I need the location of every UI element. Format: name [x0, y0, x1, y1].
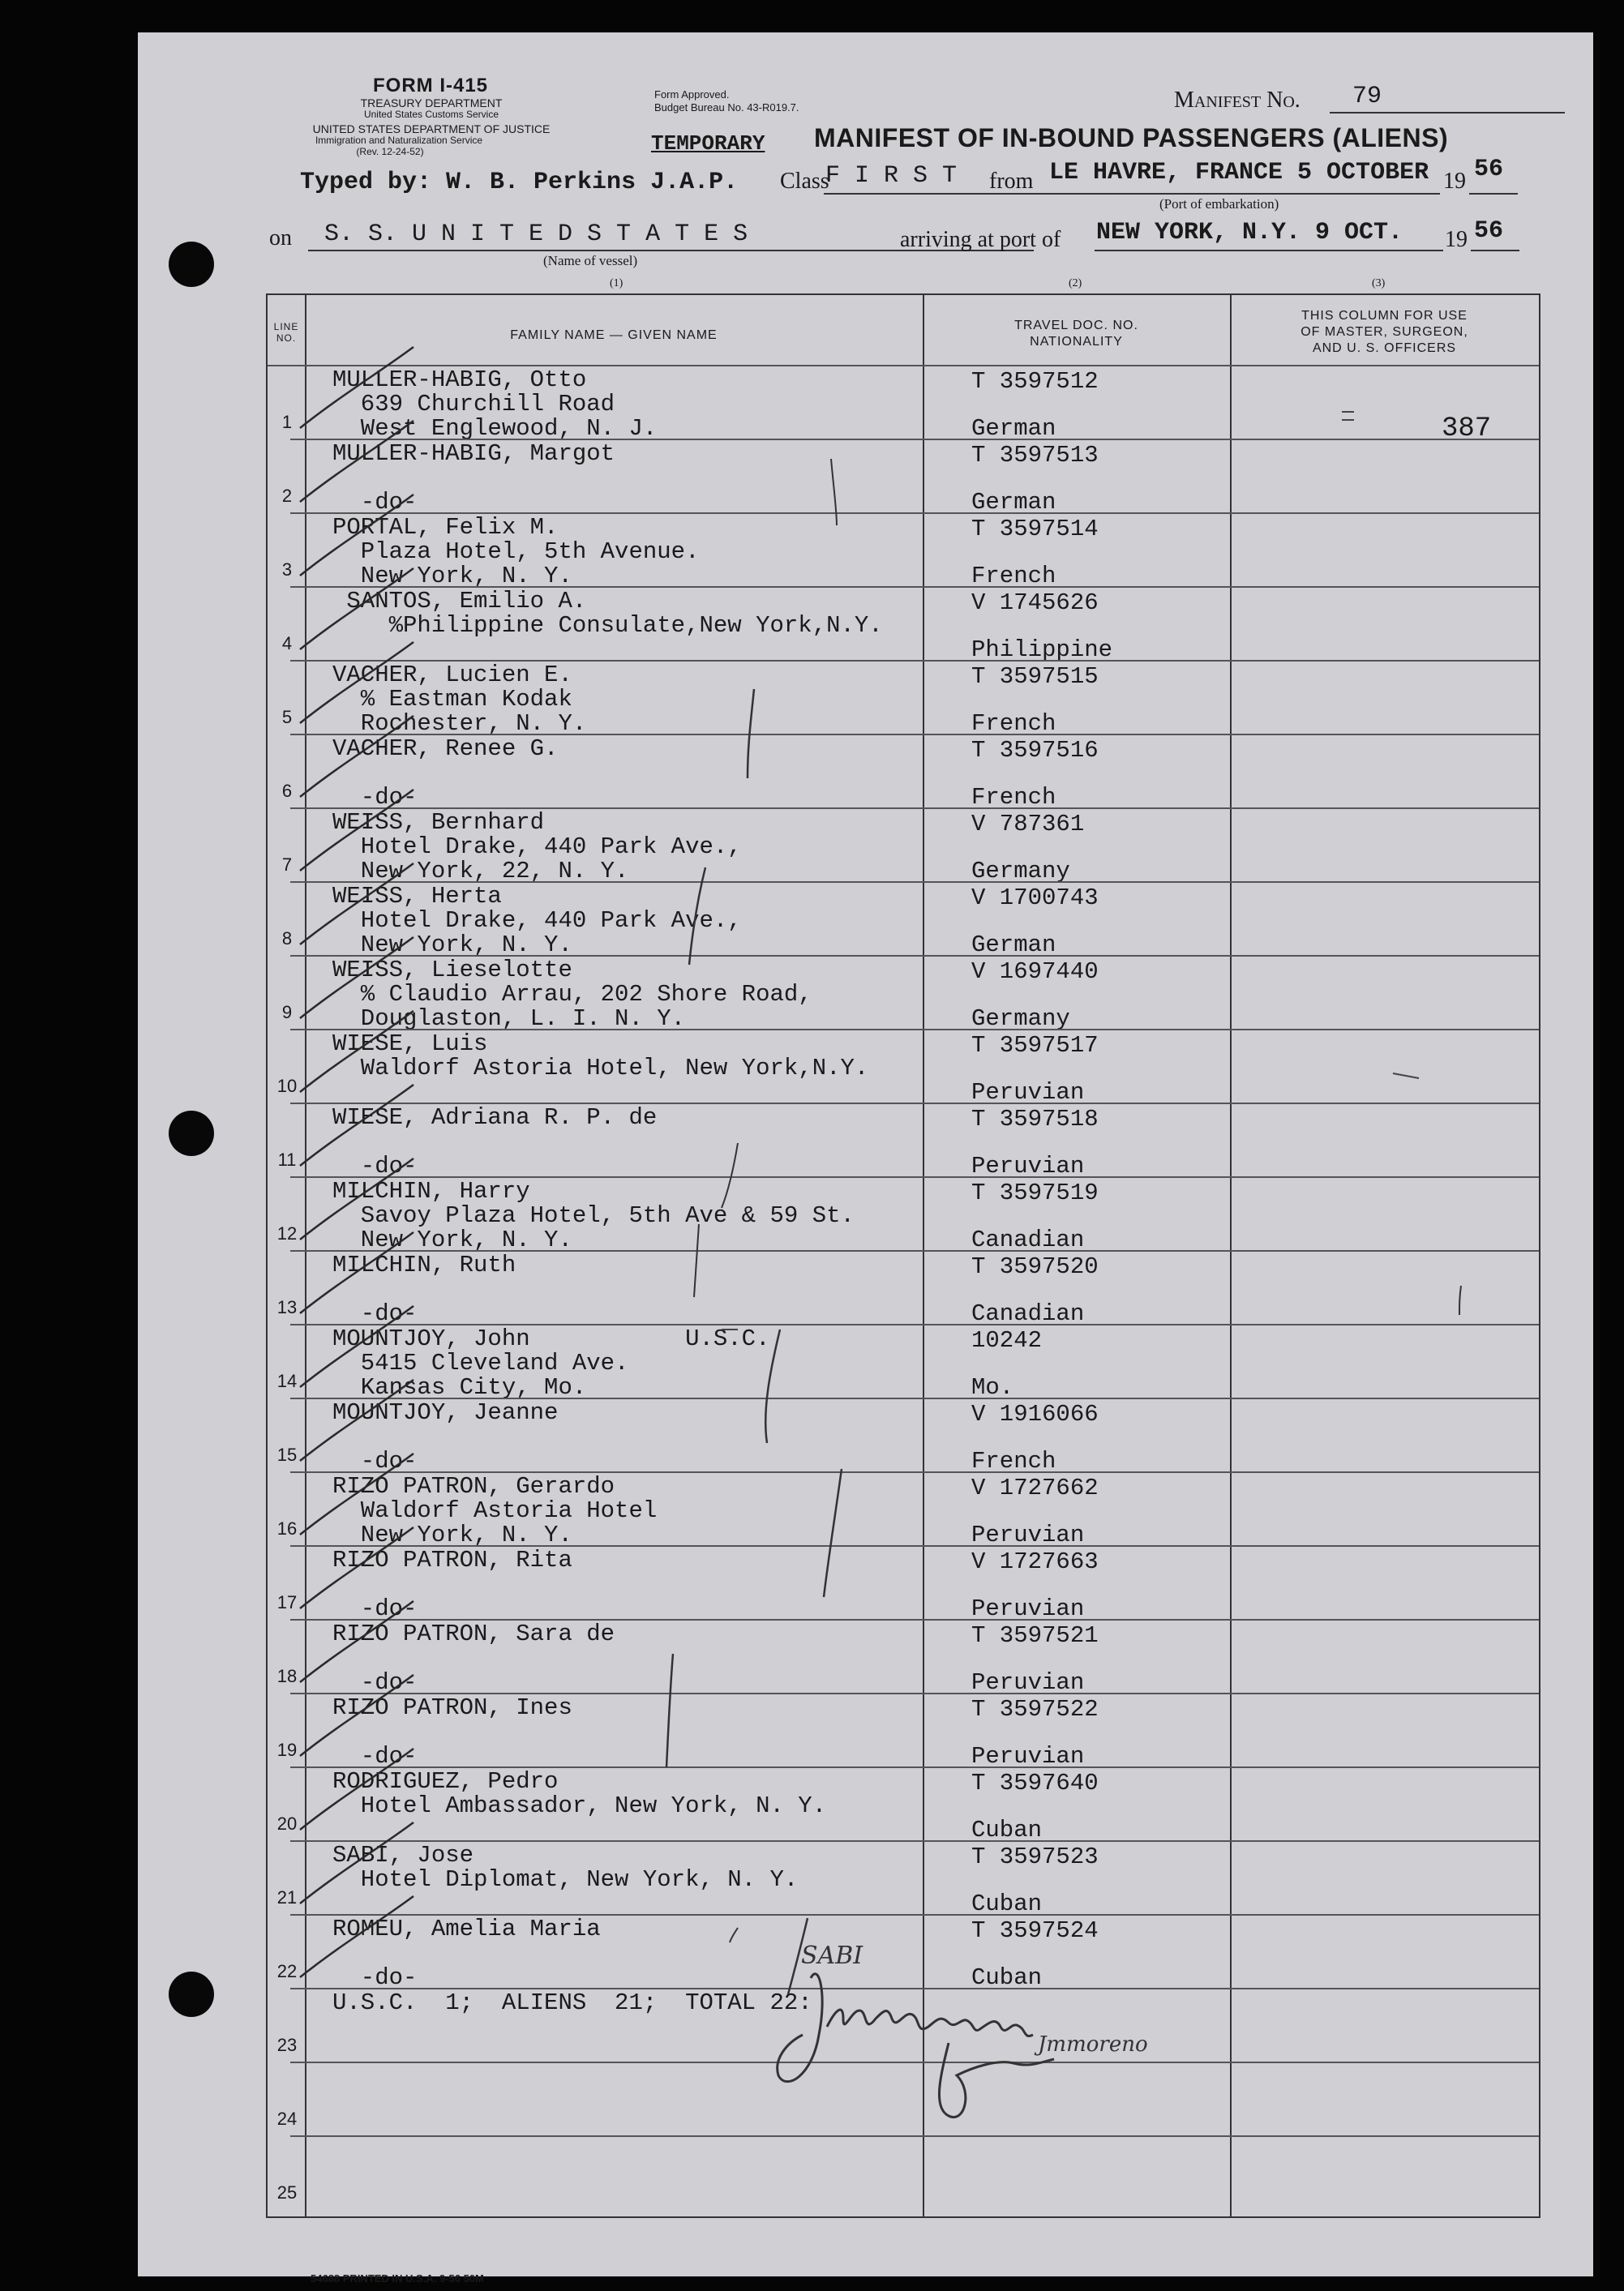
passenger-address: West Englewood, N. J. [332, 415, 658, 442]
check-tick [300, 1822, 413, 1903]
typed-by: Typed by: W. B. Perkins J.A.P. [300, 169, 739, 196]
pencil-stroke [831, 459, 837, 525]
passenger-address: 5415 Cleveland Ave. [332, 1350, 629, 1377]
nationality: Peruvian [971, 1595, 1085, 1622]
check-tick [300, 1380, 413, 1461]
form-title: MANIFEST OF IN-BOUND PASSENGERS (ALIENS) [814, 123, 1449, 152]
form-number: FORM I-415 [373, 75, 489, 96]
travel-doc-number: T 3597524 [971, 1917, 1099, 1944]
line-number: 10 [276, 1076, 298, 1096]
passenger-name: PORTAL, Felix M. [332, 514, 559, 541]
line-number: 11 [277, 1150, 297, 1170]
arrival-year: 56 [1474, 217, 1504, 245]
temporary-stamp: TEMPORARY [651, 131, 765, 156]
line-number: 3 [281, 559, 293, 580]
pencil-stroke [765, 1330, 780, 1443]
passenger-name: RIZO PATRON, Rita [332, 1547, 572, 1574]
passenger-address: 639 Churchill Road [332, 391, 615, 418]
check-tick [300, 347, 413, 428]
dept-justice: UNITED STATES DEPARTMENT OF JUSTICE [312, 122, 551, 135]
port-caption: (Port of embarkation) [1159, 196, 1279, 212]
check-tick [300, 790, 413, 871]
check-tick [300, 495, 413, 576]
nationality: Cuban [971, 1891, 1043, 1917]
check-tick [300, 568, 413, 649]
check-tick [300, 1675, 413, 1756]
line-number: 25 [276, 2182, 298, 2203]
pencil-stroke [689, 867, 705, 965]
check-tick [300, 863, 413, 944]
signature-stroke [939, 2043, 1054, 2118]
dept-customs: United States Customs Service [363, 109, 499, 120]
from-label: from [989, 169, 1034, 194]
travel-doc-number: T 3597522 [971, 1696, 1099, 1723]
dept-ins: Immigration and Naturalization Service [315, 135, 483, 146]
passenger-name: VACHER, Renee G. [332, 735, 559, 762]
passenger-address: New York, N. Y. [332, 1522, 572, 1548]
passenger-address: New York, N. Y. [332, 1227, 572, 1253]
passenger-address: -do- [332, 1153, 418, 1180]
line-number: 8 [281, 928, 293, 949]
passenger-address: -do- [332, 784, 418, 811]
print-footer: 54688 PRINTED IN U.S.A. 9-56 50M [311, 2272, 484, 2285]
check-tick [300, 1158, 413, 1240]
travel-doc-number: T 3597514 [971, 516, 1099, 542]
passenger-address: Savoy Plaza Hotel, 5th Ave & 59 St. [332, 1202, 855, 1229]
passenger-name: MOUNTJOY, Jeanne [332, 1399, 559, 1426]
vessel-name: S. S. U N I T E D S T A T E S [324, 221, 748, 248]
travel-doc-number: V 1916066 [971, 1401, 1099, 1428]
travel-doc-number: T 3597513 [971, 442, 1099, 469]
pencil-stroke [824, 1469, 842, 1597]
line-number: 7 [281, 854, 293, 875]
nationality: Canadian [971, 1300, 1085, 1327]
col-num-1: (1) [610, 277, 623, 289]
class-label: Class [780, 169, 829, 194]
passenger-address: New York, N. Y. [332, 563, 572, 589]
passenger-address: -do- [332, 1448, 418, 1475]
passenger-name: U.S.C. 1; ALIENS 21; TOTAL 22: [332, 1989, 812, 2016]
stamp-number: 387 [1442, 413, 1492, 444]
punch-hole [169, 1972, 214, 2017]
passenger-name: WIESE, Luis [332, 1030, 488, 1057]
passenger-address: Kansas City, Mo. [332, 1374, 587, 1401]
passenger-name: MILCHIN, Ruth [332, 1252, 516, 1278]
pencil-stroke [748, 689, 754, 778]
passenger-name: MILCHIN, Harry [332, 1178, 530, 1205]
year-prefix-1: 19 [1443, 169, 1466, 194]
nationality: Peruvian [971, 1522, 1085, 1548]
col-num-2: (2) [1069, 277, 1082, 289]
handwritten-ticks [138, 32, 1593, 2276]
passenger-name: MOUNTJOY, John U.S.C. [332, 1325, 770, 1352]
travel-doc-number: T 3597520 [971, 1253, 1099, 1280]
check-tick [300, 1454, 413, 1535]
line-number: 22 [276, 1961, 298, 1981]
check-tick [300, 716, 413, 797]
line-number: 21 [276, 1887, 298, 1908]
passenger-name: WEISS, Bernhard [332, 809, 545, 836]
check-tick [300, 1527, 413, 1608]
passenger-address: -do- [332, 1300, 418, 1327]
manifest-number: 79 [1352, 83, 1382, 110]
passenger-name: WIESE, Adriana R. P. de [332, 1104, 658, 1131]
nationality: Canadian [971, 1227, 1085, 1253]
dept-treasury: TREASURY DEPARTMENT [360, 96, 503, 109]
arriving-label: arriving at port of [900, 227, 1061, 252]
passenger-address: -do- [332, 1669, 418, 1696]
line-number: 2 [281, 486, 293, 506]
passenger-address: Waldorf Astoria Hotel [332, 1497, 658, 1524]
pencil-stroke [730, 1928, 738, 1942]
passenger-name: ROMEU, Amelia Maria [332, 1916, 601, 1942]
passenger-address: Hotel Drake, 440 Park Ave., [332, 833, 742, 860]
passenger-name: RIZO PATRON, Ines [332, 1694, 572, 1721]
nationality: French [971, 563, 1056, 589]
passenger-address: -do- [332, 1964, 418, 1991]
check-tick [300, 1085, 413, 1166]
check-tick [300, 1232, 413, 1313]
manifest-label: Manifest No. [1174, 88, 1300, 113]
line-number: 4 [281, 633, 293, 653]
nationality: Peruvian [971, 1743, 1085, 1770]
line-number: 13 [276, 1297, 298, 1317]
passenger-address: New York, N. Y. [332, 931, 572, 958]
nationality: German [971, 489, 1056, 516]
travel-doc-number: V 1727662 [971, 1475, 1099, 1501]
nationality: Peruvian [971, 1079, 1085, 1106]
travel-doc-number: T 3597519 [971, 1180, 1099, 1206]
embark-year: 56 [1474, 156, 1504, 183]
nationality: French [971, 710, 1056, 737]
year-prefix-2: 19 [1445, 227, 1468, 252]
line-number: 23 [276, 2035, 298, 2055]
manifest-page [138, 32, 1593, 2285]
passenger-address: -do- [332, 1595, 418, 1622]
passenger-address: Plaza Hotel, 5th Avenue. [332, 538, 700, 565]
line-number: 1 [281, 412, 293, 432]
passenger-name: RIZO PATRON, Gerardo [332, 1473, 615, 1500]
check-tick [300, 421, 413, 502]
pencil-stroke [1393, 1073, 1419, 1078]
passenger-address: % Claudio Arrau, 202 Shore Road, [332, 981, 812, 1008]
nationality: Germany [971, 858, 1070, 884]
header-line-no: LINE NO. [273, 321, 299, 344]
form-approved: Form Approved. [654, 88, 730, 101]
header-doc: TRAVEL DOC. NO. [1014, 319, 1138, 332]
check-tick [300, 1896, 413, 1977]
embarkation-port: LE HAVRE, FRANCE 5 OCTOBER [1049, 159, 1429, 186]
pencil-stroke [694, 1224, 699, 1297]
check-tick [300, 1306, 413, 1387]
travel-doc-number: T 3597523 [971, 1844, 1099, 1870]
on-label: on [269, 225, 292, 251]
travel-doc-number: V 1745626 [971, 589, 1099, 616]
line-number: 18 [276, 1666, 298, 1686]
line-number: 6 [281, 781, 293, 801]
check-tick [300, 642, 413, 723]
passenger-name: SANTOS, Emilio A. [332, 588, 587, 615]
signature-name: Jmmoreno [1038, 2032, 1148, 2057]
line-number: 9 [281, 1002, 293, 1022]
nationality: Cuban [971, 1817, 1043, 1844]
passenger-name: RODRIGUEZ, Pedro [332, 1768, 559, 1795]
passenger-address: %Philippine Consulate,New York,N.Y. [332, 612, 883, 639]
signature-stroke [778, 1974, 1033, 2082]
pencil-stroke [666, 1654, 673, 1767]
nationality: Cuban [971, 1964, 1043, 1991]
nationality: Peruvian [971, 1669, 1085, 1696]
travel-doc-number: T 3597521 [971, 1622, 1099, 1649]
passenger-name: WEISS, Lieselotte [332, 957, 572, 983]
form-revision: (Rev. 12-24-52) [356, 146, 424, 157]
budget-bureau: Budget Bureau No. 43-R019.7. [654, 101, 799, 113]
travel-doc-number: V 1700743 [971, 884, 1099, 911]
line-number: 14 [276, 1371, 298, 1391]
vessel-caption: (Name of vessel) [543, 253, 638, 268]
nationality: Mo. [971, 1374, 1014, 1401]
travel-doc-number: V 1697440 [971, 958, 1099, 985]
passenger-name: WEISS, Herta [332, 883, 502, 910]
nationality: German [971, 931, 1056, 958]
passenger-address: -do- [332, 1743, 418, 1770]
travel-doc-number: V 1727663 [971, 1548, 1099, 1575]
passenger-address: Waldorf Astoria Hotel, New York,N.Y. [332, 1055, 869, 1081]
check-tick [300, 1601, 413, 1682]
travel-doc-number: V 787361 [971, 811, 1085, 837]
line-number: 20 [276, 1814, 298, 1834]
passenger-address: New York, 22, N. Y. [332, 858, 629, 884]
line-number: 19 [276, 1740, 298, 1760]
travel-doc-number: T 3597518 [971, 1106, 1099, 1133]
nationality: Germany [971, 1005, 1070, 1032]
nationality: Peruvian [971, 1153, 1085, 1180]
arrival-port: NEW YORK, N.Y. 9 OCT. [1096, 219, 1403, 246]
col-num-3: (3) [1372, 277, 1386, 289]
header-name: FAMILY NAME — GIVEN NAME [510, 328, 718, 342]
passenger-name: MULLER-HABIG, Otto [332, 366, 587, 393]
passenger-name: MULLER-HABIG, Margot [332, 440, 615, 467]
punch-hole [169, 242, 214, 287]
travel-doc-number: T 3597640 [971, 1770, 1099, 1796]
pencil-stroke [722, 1143, 738, 1208]
line-number: 17 [276, 1592, 298, 1612]
nationality: Philippine [971, 636, 1113, 663]
pencil-stroke [1459, 1286, 1461, 1315]
passenger-address: Hotel Diplomat, New York, N. Y. [332, 1866, 799, 1893]
class-value: F I R S T [825, 162, 958, 190]
check-tick [300, 1011, 413, 1092]
line-number: 12 [276, 1223, 298, 1244]
header-use-3: AND U. S. OFFICERS [1312, 341, 1457, 355]
check-tick [300, 1749, 413, 1830]
passenger-address: Douglaston, L. I. N. Y. [332, 1005, 686, 1032]
check-tick [300, 937, 413, 1018]
line-number: 15 [276, 1445, 298, 1465]
passenger-name: VACHER, Lucien E. [332, 662, 572, 688]
nationality: French [971, 784, 1056, 811]
travel-doc-number: T 3597517 [971, 1032, 1099, 1059]
passenger-address: Hotel Ambassador, New York, N. Y. [332, 1792, 827, 1819]
passenger-address: -do- [332, 489, 418, 516]
travel-doc-number: T 3597515 [971, 663, 1099, 690]
header-use-2: OF MASTER, SURGEON, [1300, 325, 1468, 339]
sabi-note: SABI [801, 1942, 863, 1970]
travel-doc-number: 10242 [971, 1327, 1043, 1354]
passenger-name: SABI, Jose [332, 1842, 474, 1869]
travel-doc-number: T 3597516 [971, 737, 1099, 764]
header-nationality: NATIONALITY [1030, 335, 1123, 349]
passenger-address: % Eastman Kodak [332, 686, 572, 713]
line-number: 16 [276, 1518, 298, 1539]
header-use-1: THIS COLUMN FOR USE [1301, 309, 1468, 323]
nationality: French [971, 1448, 1056, 1475]
passenger-address: Hotel Drake, 440 Park Ave., [332, 907, 742, 934]
punch-hole [169, 1111, 214, 1156]
line-number: 5 [281, 707, 293, 727]
nationality: German [971, 415, 1056, 442]
line-number: 24 [276, 2109, 298, 2129]
passenger-address: Rochester, N. Y. [332, 710, 587, 737]
passenger-name: RIZO PATRON, Sara de [332, 1621, 615, 1647]
travel-doc-number: T 3597512 [971, 368, 1099, 395]
